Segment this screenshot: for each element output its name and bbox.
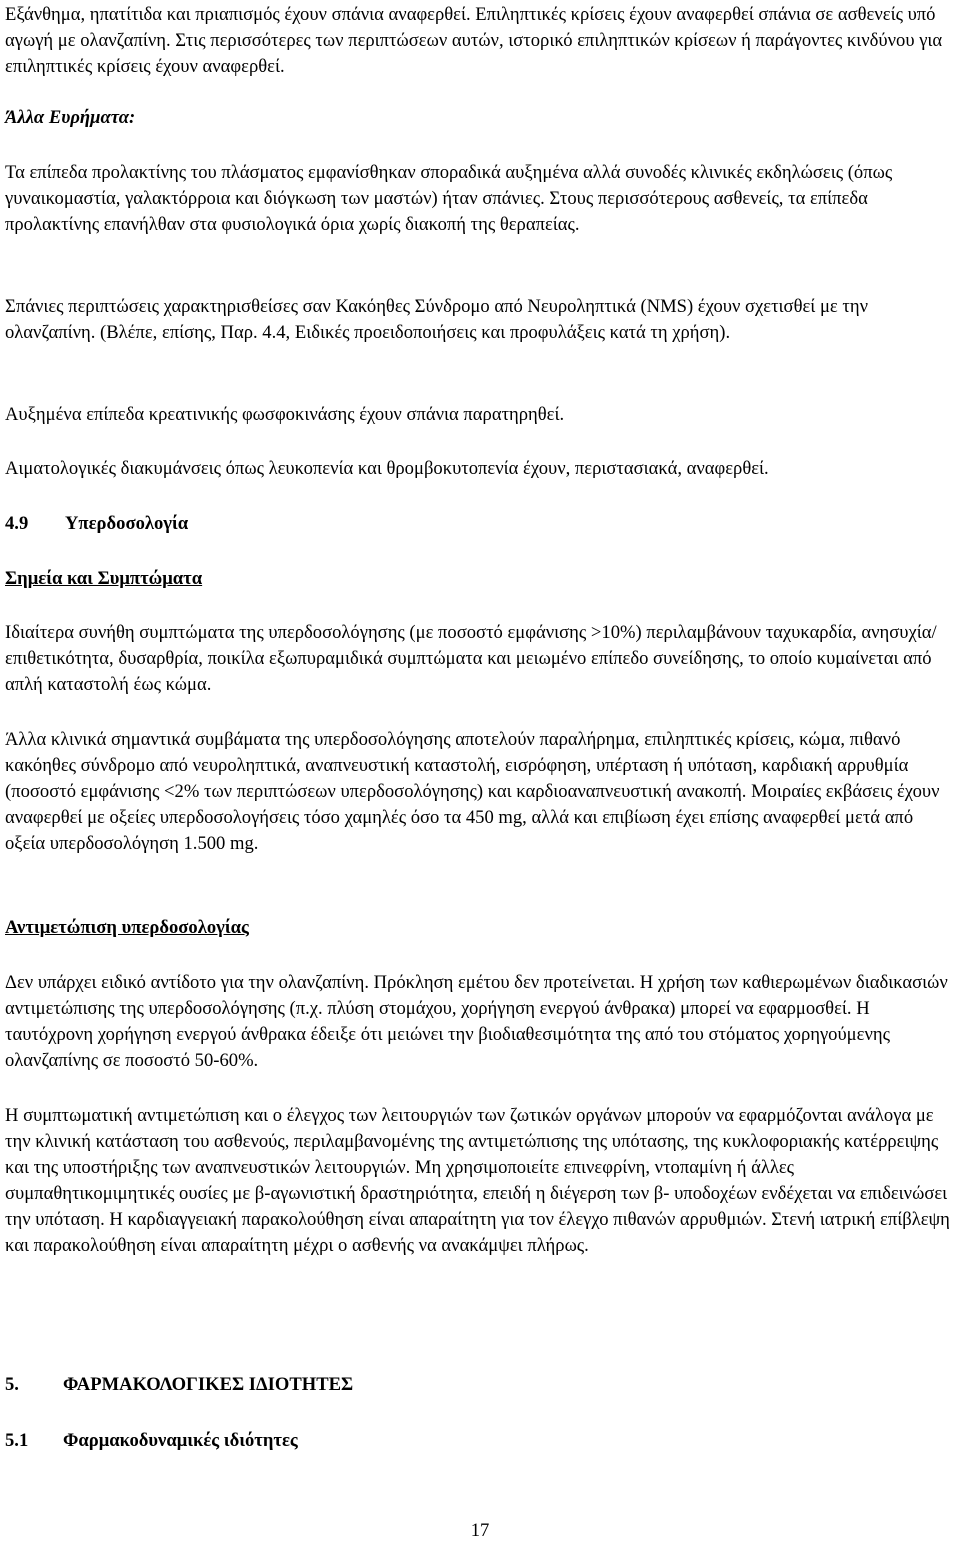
section-title: ΦΑΡΜΑΚΟΛΟΓΙΚΕΣ ΙΔΙΟΤΗΤΕΣ [63, 1374, 354, 1395]
paragraph-cpk: Αυξημένα επίπεδα κρεατινικής φωσφοκινάσης έχουν σπάνια παρατηρηθεί. [5, 404, 565, 425]
paragraph-common-symptoms: Ιδιαίτερα συνήθη συμπτώματα της υπερδοσολόγησης (με ποσοστό εμφάνισης >10%) περιλαμβάνουν ταχυκαρδία, ανησυχία/ επιθετικότητα, δυσαρθρία, ποικίλα εξωπυραμιδικά συμπτώματα και μειωμένο επίπεδο συνείδησης, το οποίο κυμαίνεται από απλή καταστολή έως κώμα. [5, 622, 937, 695]
section-4-9-heading [5, 511, 188, 537]
overdose-management-heading: Αντιμετώπιση υπερδοσολογίας [5, 917, 249, 938]
paragraph-hematologic: Αιματολογικές διακυμάνσεις όπως λευκοπενία και θρομβοκυτοπενία έχουν, περιστασιακά, αναφερθεί. [5, 458, 769, 479]
section-5-1-heading [5, 1428, 298, 1454]
other-findings-heading: Άλλα Ευρήματα: [5, 107, 136, 128]
paragraph-symptomatic-treatment: Η συμπτωματική αντιμετώπιση και ο έλεγχος των λειτουργιών των ζωτικών οργάνων μπορούν να εφαρμόζονται ανάλογα με την κλινική κατάσταση του ασθενούς, περιλαμβανομένης της αντιμετώπισης της υπότασης, της κυκλοφοριακής κατέρρειψης και της υποστήριξης των αναπνευστικών λειτουργιών. Μη χρησιμοποιείτε επινεφρίνη, ντοπαμίνη ή άλλες συμπαθητικομιμητικές ουσίες με β-αγωνιστική δραστηριότητα, επειδή η διέγερση των β- υποδοχέων ενδέχεται να επιδεινώσει την υπόταση. Η καρδιαγγειακή παρακολούθηση είναι απαραίτητη για τον έλεγχο πιθανών αρρυθμιών. Στενή ιατρική επίβλεψη και παρακολούθηση είναι απαραίτητη μέχρι ο ασθενής να ανακάμψει πλήρως. [5, 1105, 950, 1256]
paragraph-nms: Σπάνιες περιπτώσεις χαρακτηρισθείσες σαν Κακόηθες Σύνδρομο από Νευροληπτικά (NMS) έχουν σχετισθεί με την ολανζαπίνη. (Βλέπε, επίσης, Παρ. 4.4, Ειδικές προειδοποιήσεις και προφυλάξεις κατά τη χρήση). [5, 296, 868, 343]
section-number: 5.1 [5, 1430, 29, 1451]
paragraph-no-antidote: Δεν υπάρχει ειδικό αντίδοτο για την ολανζαπίνη. Πρόκληση εμέτου δεν προτείνεται. Η χρήση των καθιερωμένων διαδικασιών αντιμετώπισης της υπερδοσολόγησης (π.χ. πλύση στομάχου, χορήγηση ενεργού άνθρακα) μπορεί να εφαρμοσθεί. Η ταυτόχρονη χορήγηση ενεργού άνθρακα έδειξε ότι μειώνει την βιοδιαθεσιμότητα της από του στόματος χορηγούμενης ολανζαπίνης σε ποσοστό 50-60%. [5, 972, 948, 1071]
paragraph-adverse-rash: Εξάνθημα, ηπατίτιδα και πριαπισμός έχουν σπάνια αναφερθεί. Επιληπτικές κρίσεις έχουν αναφερθεί σπάνια σε ασθενείς υπό αγωγή με ολανζαπίνη. Στις περισσότερες των περιπτώσεων αυτών, ιστορικό επιληπτικών κρίσεων ή παράγοντες κινδύνου για επιληπτικές κρίσεις έχουν αναφερθεί. [5, 4, 943, 77]
paragraph-prolactin: Τα επίπεδα προλακτίνης του πλάσματος εμφανίσθηκαν σποραδικά αυξημένα αλλά συνοδές κλινικές εκδηλώσεις (όπως γυναικομαστία, γαλακτόρροια και διόγκωση των μαστών) ήταν σπάνιες. Στους περισσότερους ασθενείς, τα επίπεδα προλακτίνης επανήλθαν στα φυσιολογικά όρια χωρίς διακοπή της θεραπείας. [5, 162, 893, 235]
section-number: 4.9 [5, 513, 29, 534]
signs-symptoms-heading: Σημεία και Συμπτώματα [5, 568, 203, 589]
page-number: 17 [470, 1520, 490, 1541]
section-number: 5. [5, 1374, 19, 1395]
section-5-heading [5, 1372, 353, 1398]
section-title: Φαρμακοδυναμικές ιδιότητες [63, 1430, 298, 1451]
paragraph-other-events: Άλλα κλινικά σημαντικά συμβάματα της υπερδοσολόγησης αποτελούν παραλήρημα, επιληπτικές κρίσεις, κώμα, πιθανό κακόηθες σύνδρομο από νευροληπτικά, αναπνευστική καταστολή, εισρόφηση, υπέρταση ή υπόταση, καρδιακή αρρυθμία (ποσοστό εμφάνισης <2% των περιπτώσεων υπερδοσολόγησης) και καρδιοαναπνευστική ανακοπή. Μοιραίες εκβάσεις έχουν αναφερθεί με οξείες υπερδοσολογήσεις τόσο χαμηλές όσο τα 450 mg, αλλά και επιβίωση έχει επίσης αναφερθεί μετά από οξεία υπερδοσολόγηση 1.500 mg. [5, 729, 940, 854]
section-title: Υπερδοσολογία [65, 513, 189, 534]
